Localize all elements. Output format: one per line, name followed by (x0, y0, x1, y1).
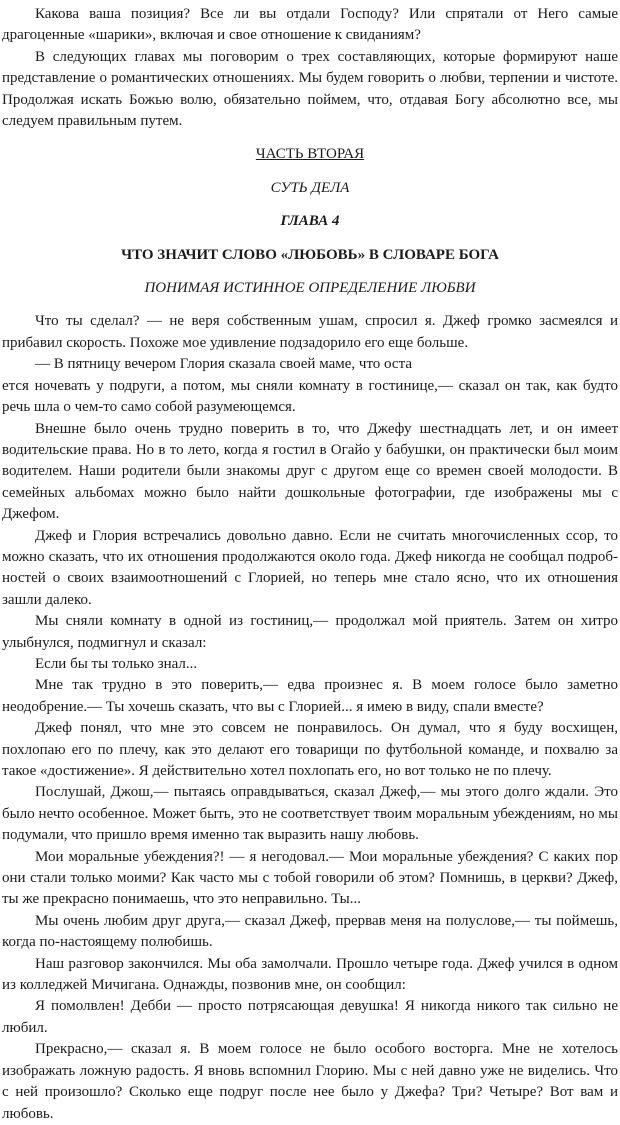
paragraph: Джеф понял, что мне это совсем не понравилось. Он думал, что я буду восхищен, похлопаю его по плечу, как это делают его товарищи по футбольной команде, и похвалю за такое «достижение». Я действительно хотел похлопать его, но вот только не по плечу. (2, 720, 618, 779)
paragraph: — В пятницу вечером Глория сказала своей маме, что оста (35, 356, 412, 373)
paragraph: Если бы ты только знал... (35, 655, 198, 672)
paragraph: Прекрасно,— сказал я. В моем голосе не было особого восторга. Мне не хотелось изображать ложную радость. Я вновь вспомнил Глорию. Мы с ней давно уже не виделись. Что с ней произошло? Сколько еще подруг после нее было у Джефа? Три? Четыре? Вот вам и любовь. (2, 1041, 618, 1122)
paragraph: Внешне было очень трудно поверить в то, что Джефу шестнадцать лет, и он имеет водительские права. Но в то лето, когда я гостил в Огайо у бабушки, он практически был моим водителем. Наши родители были знакомы друг с другом еще со времен своей молодости. В семейных альбомах можно было найти дошкольные фотографии, где изображены мы с Джефом. (2, 420, 618, 523)
part-heading: ЧАСТЬ ВТОРАЯ (255, 146, 365, 163)
paragraph: Мои моральные убеждения?! — я негодовал.— Мои моральные убеждения? С каких пор они стали только моими? Как часто мы с тобой говорили об этом? Помнишь, в церкви? Джеф, ты же прекрасно понимаешь, что это неправильно. Ты... (2, 848, 618, 908)
paragraph: Мне так трудно в это поверить,— едва произнес я. В моем голосе было заметно неодобрение.— Ты хочешь сказать, что вы с Глорией... я имею в виду, спали вместе? (2, 677, 618, 715)
paragraph: Я помолвлен! Дебби — просто потрясающая девушка! Я никогда никого так сильно не любил. (2, 998, 618, 1036)
paragraph: Мы сняли комнату в одной из гостиниц,— продолжал мой приятель. Затем он хитро улыбнулся, подмигнул и сказал: (2, 613, 618, 651)
paragraph: Джеф и Глория встречались довольно давно. Если не считать многочисленных ссор, то можно сказать, что их отношения продолжаются около года. Джеф никогда не сообщал подробностей о своих взаимоотношений с Глорией, но теперь мне стало ясно, что их отношения зашли далеко. (2, 527, 618, 608)
subtitle-heading: ПОНИМАЯ ИСТИННОЕ ОПРЕДЕЛЕНИЕ ЛЮБВИ (144, 280, 476, 297)
section-heading: СУТЬ ДЕЛА (270, 179, 350, 196)
paragraph: Какова ваша позиция? Все ли вы отдали Господу? Или спрятали от Него самые драгоценные «шарики», включая и свое отношение к свиданиям? (2, 6, 618, 44)
chapter-heading: ГЛАВА 4 (280, 213, 340, 230)
paragraph: Что ты сделал? — не веря собственным ушам, спросил я. Джеф громко засмеялся и прибавил скорость. Похоже мое удивление подзадорило его еще больше. (2, 313, 618, 351)
paragraph: Послушай, Джош,— пытаясь оправдываться, сказал Джеф,— мы этого долго ждали. Это было нечто особенное. Может быть, это не соответствует твоим моральным убеждениям, но мы подумали, что пришло время именно так выразить нашу любовь. (2, 784, 618, 844)
paragraph: ется ночевать у подруги, а потом, мы сняли комнату в гостинице,— сказал он так, как будто речь шла о чем-то само собой разумеющемся. (2, 377, 618, 416)
chapter-title: ЧТО ЗНАЧИТ СЛОВО «ЛЮБОВЬ» В СЛОВАРЕ БОГА (121, 246, 499, 263)
paragraph: Мы очень любим друг друга,— сказал Джеф, прервав меня на полуслове,— ты поймешь, когда по-настоящему полюбишь. (2, 912, 618, 951)
paragraph: В следующих главах мы поговорим о трех составляющих, которые формируют наше представление о романтических отношениях. Мы будем говорить о любви, терпении и чистоте. Продолжая искать Божью волю, обязательно поймем, что, отдавая Богу абсолютно все, мы следуем правильным путем. (2, 48, 618, 130)
paragraph: Наш разговор закончился. Мы оба замолчали. Прошло четыре года. Джеф учился в одном из колледжей Мичигана. Однажды, позвонив мне, он сообщил: (2, 955, 618, 994)
